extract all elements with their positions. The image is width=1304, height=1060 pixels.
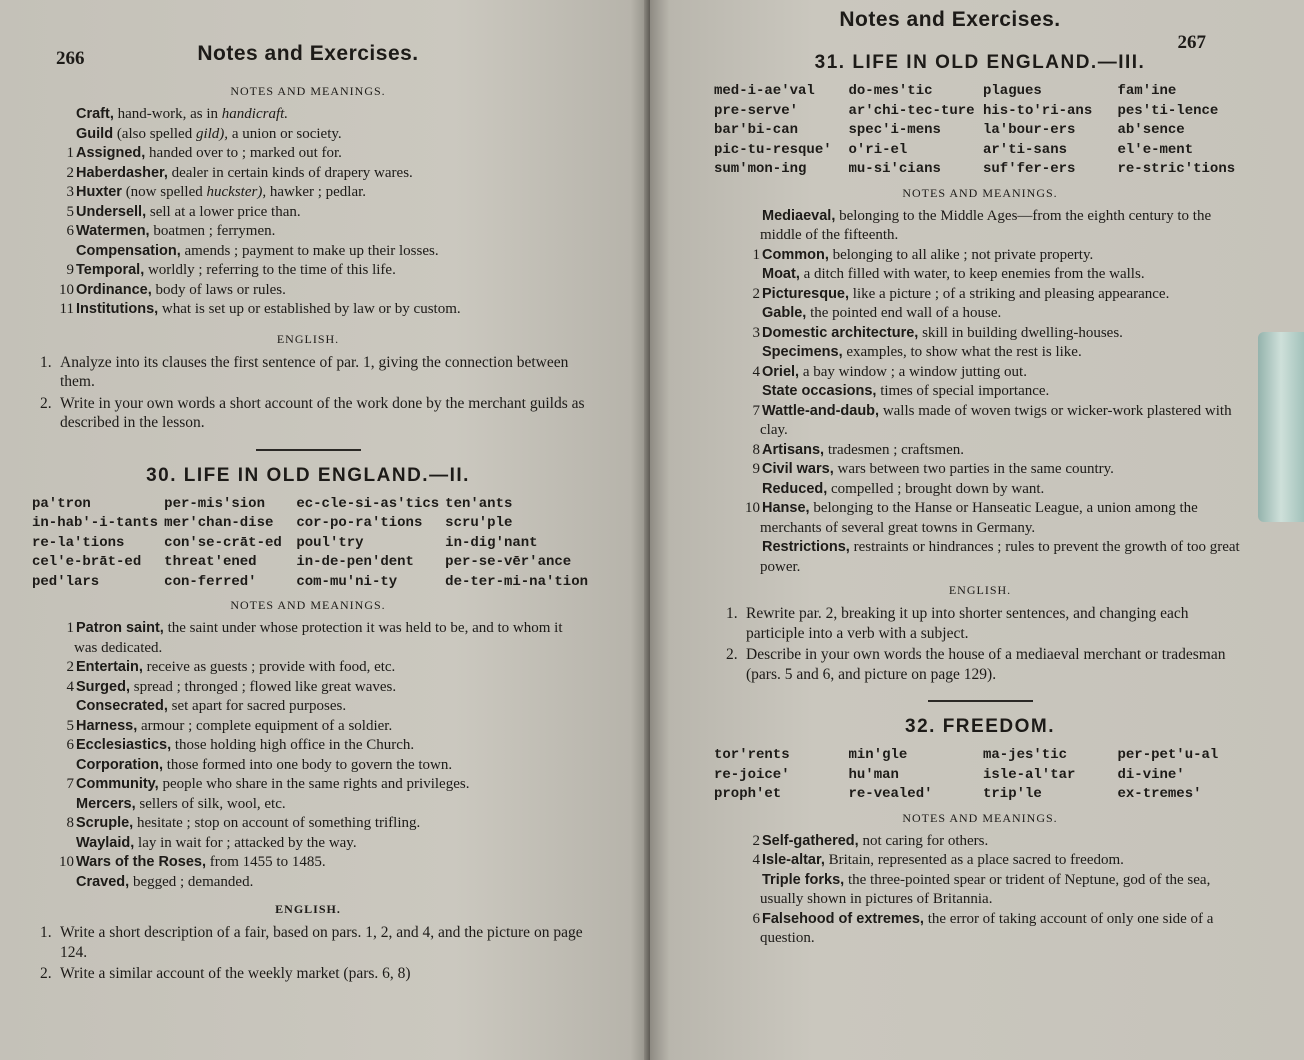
word-item: fam'ine bbox=[1117, 83, 1177, 99]
note-entry bbox=[28, 795, 588, 815]
note-entry bbox=[28, 658, 588, 678]
note-definition: what is set up or established by law or by custom. bbox=[161, 301, 461, 317]
word-item: ten'ants bbox=[445, 495, 513, 512]
note-number: 10 bbox=[745, 500, 760, 516]
note-definition: examples, to show what the rest is like. bbox=[846, 344, 1082, 360]
note-term: Picturesque, bbox=[762, 285, 850, 302]
note-term: Undersell, bbox=[76, 203, 147, 220]
note-term: Hanse, bbox=[762, 500, 810, 516]
word-list bbox=[28, 495, 588, 593]
notes-list bbox=[28, 105, 588, 320]
note-term: Artisans, bbox=[762, 441, 825, 458]
note-entry bbox=[28, 144, 588, 164]
note-entry bbox=[28, 775, 588, 795]
exercise-text: Rewrite par. 2, breaking it up into shorter sentences, and changing each participle into a verb with a subject. bbox=[746, 605, 1189, 642]
note-number: 7 bbox=[752, 402, 760, 419]
page-number: 267 bbox=[1177, 32, 1206, 53]
word-item: ar'ti-sans bbox=[983, 141, 1068, 158]
note-number: 6 bbox=[66, 737, 74, 753]
note-entry bbox=[714, 402, 1246, 441]
note-number: 4 bbox=[752, 852, 760, 868]
note-entry bbox=[714, 832, 1246, 852]
note-entry bbox=[28, 281, 588, 301]
note-term: Community, bbox=[76, 776, 159, 792]
note-term: Craft, bbox=[76, 106, 114, 122]
note-term: Ordinance, bbox=[76, 281, 152, 298]
notes-heading: NOTES AND MEANINGS. bbox=[902, 185, 1058, 200]
note-entry bbox=[714, 441, 1246, 461]
note-definition: compelled ; brought down by want. bbox=[831, 480, 1045, 497]
note-entry bbox=[28, 125, 588, 145]
exercise-text: Write a short description of a fair, based on pars. 1, 2, and 4, and the picture on page 124. bbox=[60, 924, 583, 961]
word-item: ma-jes'tic bbox=[983, 747, 1068, 763]
note-definition: wars between two parties in the same country. bbox=[837, 461, 1114, 477]
note-term: Assigned, bbox=[76, 145, 146, 161]
note-entry bbox=[714, 363, 1246, 383]
exercise-list bbox=[28, 923, 588, 984]
note-number: 1 bbox=[66, 145, 74, 161]
word-column bbox=[164, 495, 290, 593]
note-term: Compensation, bbox=[76, 242, 181, 259]
note-number: 6 bbox=[66, 223, 74, 239]
note-number: 1 bbox=[752, 246, 760, 263]
note-entry bbox=[28, 105, 588, 125]
word-item: hu'man bbox=[848, 766, 899, 783]
note-number: 5 bbox=[66, 717, 74, 734]
note-term: Mercers, bbox=[76, 795, 136, 812]
note-entry bbox=[28, 717, 588, 737]
note-definition: body of laws or rules. bbox=[155, 281, 286, 298]
note-term: Watermen, bbox=[76, 223, 150, 239]
word-item: min'gle bbox=[848, 747, 908, 763]
note-number: 10 bbox=[59, 281, 74, 298]
exercise-number: 2. bbox=[726, 646, 738, 663]
word-item: mu-si'cians bbox=[848, 161, 941, 177]
note-term: Scruple, bbox=[76, 815, 134, 831]
word-item: tor'rents bbox=[714, 747, 790, 763]
note-entry bbox=[28, 678, 588, 698]
exercise-item bbox=[714, 645, 1246, 684]
note-entry bbox=[28, 697, 588, 717]
note-number: 4 bbox=[66, 678, 74, 695]
note-definition: a bay window ; a window jutting out. bbox=[802, 363, 1027, 380]
word-item: pes'ti-lence bbox=[1117, 102, 1219, 119]
exercise-text: Describe in your own words the house of a mediaeval merchant or tradesman (pars. 5 and 6, and picture on page 129). bbox=[746, 646, 1226, 683]
word-item: in-hab'-i-tants bbox=[32, 515, 159, 531]
english-heading: ENGLISH. bbox=[275, 902, 341, 916]
word-item: spec'i-mens bbox=[848, 122, 941, 138]
note-definition: walls made of woven twigs or wicker-work plastered with clay. bbox=[760, 402, 1232, 438]
note-term: Temporal, bbox=[76, 262, 145, 278]
note-entry bbox=[28, 619, 588, 658]
word-item: com-mu'ni-ty bbox=[296, 573, 398, 590]
word-item: mer'chan-dise bbox=[164, 515, 274, 531]
section-divider bbox=[256, 449, 361, 451]
word-item: ar'chi-tec-ture bbox=[848, 102, 975, 119]
note-entry bbox=[28, 300, 588, 320]
note-definition: restraints or hindrances ; rules to prevent the growth of too great power. bbox=[760, 539, 1240, 575]
word-column bbox=[296, 495, 439, 593]
note-entry bbox=[28, 853, 588, 873]
word-item: con'se-crāt-ed bbox=[164, 534, 282, 551]
note-definition: sellers of silk, wool, etc. bbox=[139, 795, 286, 812]
note-term: Oriel, bbox=[762, 363, 800, 380]
note-number: 1 bbox=[66, 620, 74, 636]
note-definition: spread ; thronged ; flowed like great waves. bbox=[133, 678, 397, 695]
word-item: ex-tremes' bbox=[1117, 786, 1202, 802]
exercise-text: Analyze into its clauses the first sentence of par. 1, giving the connection between them. bbox=[60, 353, 569, 390]
note-definition: hesitate ; stop on account of something trifling. bbox=[136, 815, 421, 831]
note-definition: those formed into one body to govern the town. bbox=[166, 756, 453, 773]
note-term: Wars of the Roses, bbox=[76, 854, 206, 870]
note-term: Isle-altar, bbox=[762, 852, 825, 868]
word-column bbox=[714, 82, 843, 180]
exercise-number: 1. bbox=[40, 353, 52, 371]
english-heading: ENGLISH. bbox=[276, 331, 340, 346]
exercise-number: 1. bbox=[726, 605, 738, 622]
note-entry bbox=[28, 736, 588, 756]
page-number: 266 bbox=[56, 48, 85, 69]
note-definition: (now spelled bbox=[125, 184, 203, 200]
note-italic: huckster), bbox=[206, 184, 267, 200]
note-number: 2 bbox=[752, 832, 760, 849]
note-term: Gable, bbox=[762, 305, 807, 321]
note-entry bbox=[714, 871, 1246, 910]
word-list bbox=[714, 82, 1246, 180]
note-term: Reduced, bbox=[762, 480, 828, 497]
note-number: 2 bbox=[752, 285, 760, 302]
note-definition: a ditch filled with water, to keep enemies from the walls. bbox=[803, 266, 1145, 282]
word-item: cel'e-brāt-ed bbox=[32, 554, 142, 570]
note-term: Entertain, bbox=[76, 659, 143, 675]
note-entry bbox=[28, 203, 588, 223]
note-number: 9 bbox=[752, 461, 760, 477]
word-item: proph'et bbox=[714, 786, 782, 802]
note-entry bbox=[714, 480, 1246, 500]
word-item: di-vine' bbox=[1117, 766, 1185, 783]
note-term: Haberdasher, bbox=[76, 164, 168, 181]
word-item: suf'fer-ers bbox=[983, 161, 1076, 177]
note-definition-rest: a union or society. bbox=[231, 125, 342, 142]
exercise-text: Write in your own words a short account of the work done by the merchant guilds as described in the lesson. bbox=[60, 394, 585, 431]
note-entry bbox=[714, 382, 1246, 402]
word-item: pa'tron bbox=[32, 495, 91, 512]
note-entry bbox=[28, 814, 588, 834]
note-entry bbox=[714, 324, 1246, 344]
note-entry bbox=[28, 261, 588, 281]
word-item: ab'sence bbox=[1117, 122, 1185, 138]
exercise-item bbox=[28, 394, 588, 433]
note-entry bbox=[28, 183, 588, 203]
note-number: 11 bbox=[59, 301, 74, 317]
note-term: Ecclesiastics, bbox=[76, 737, 172, 753]
note-definition: handed over to ; marked out for. bbox=[149, 145, 342, 161]
note-definition: tradesmen ; craftsmen. bbox=[827, 441, 965, 458]
note-definition: the error of taking account of only one side of a question. bbox=[760, 910, 1214, 946]
running-title: Notes and Exercises. bbox=[197, 42, 419, 65]
exercise-item bbox=[714, 604, 1246, 643]
exercise-number: 2. bbox=[40, 965, 52, 982]
lesson-title: 30. LIFE IN OLD ENGLAND.—II. bbox=[146, 464, 470, 486]
note-definition-rest: hawker ; pedlar. bbox=[269, 184, 367, 200]
note-entry bbox=[28, 873, 588, 893]
exercise-number: 1. bbox=[40, 924, 52, 941]
word-item: scru'ple bbox=[445, 515, 513, 531]
note-term: Common, bbox=[762, 246, 829, 263]
note-definition: hand-work, as in bbox=[117, 106, 219, 122]
note-definition: belonging to all alike ; not private property. bbox=[832, 246, 1094, 263]
note-entry bbox=[714, 460, 1246, 480]
note-term: Civil wars, bbox=[762, 461, 834, 477]
note-term: State occasions, bbox=[762, 383, 877, 399]
note-number: 8 bbox=[66, 815, 74, 831]
note-term: Triple forks, bbox=[762, 871, 845, 888]
note-number: 2 bbox=[66, 659, 74, 675]
note-term: Wattle-and-daub, bbox=[762, 402, 880, 419]
note-definition: amends ; payment to make up their losses. bbox=[184, 242, 439, 259]
word-item: bar'bi-can bbox=[714, 122, 799, 138]
lesson-title: 32. FREEDOM. bbox=[905, 716, 1055, 737]
word-column bbox=[983, 82, 1112, 180]
right-page bbox=[650, 0, 1304, 1060]
exercise-list bbox=[714, 604, 1246, 684]
english-heading: ENGLISH. bbox=[948, 583, 1012, 597]
word-item: ec-cle-si-as'tics bbox=[296, 495, 440, 512]
word-item: la'bour-ers bbox=[983, 122, 1076, 138]
word-column bbox=[983, 746, 1112, 805]
note-entry bbox=[714, 304, 1246, 324]
note-definition: skill in building dwelling-houses. bbox=[922, 324, 1123, 341]
notes-heading: NOTES AND MEANINGS. bbox=[230, 598, 386, 612]
word-item: per-pet'u-al bbox=[1117, 747, 1219, 763]
note-definition: the saint under whose protection it was held to be, and to whom it was dedicated. bbox=[74, 620, 563, 656]
note-term: Self-gathered, bbox=[762, 832, 859, 849]
note-definition: belonging to the Hanse or Hanseatic League, a union among the merchants of several great towns in Germany. bbox=[760, 500, 1198, 536]
note-entry bbox=[714, 207, 1246, 246]
word-item: per-mis'sion bbox=[164, 495, 265, 512]
word-item: el'e-ment bbox=[1117, 141, 1194, 158]
note-term: Specimens, bbox=[762, 344, 843, 360]
notes-list bbox=[714, 207, 1246, 578]
word-item: ped'lars bbox=[32, 573, 100, 590]
note-term: Waylaid, bbox=[76, 834, 135, 851]
note-entry bbox=[28, 164, 588, 184]
word-item: pic-tu-resque' bbox=[714, 141, 832, 158]
running-title: Notes and Exercises. bbox=[839, 8, 1061, 31]
note-term: Domestic architecture, bbox=[762, 324, 919, 341]
left-page bbox=[0, 0, 650, 1060]
note-italic: gild), bbox=[195, 125, 229, 142]
note-definition: sell at a lower price than. bbox=[149, 203, 301, 220]
left-running-head bbox=[28, 42, 588, 78]
note-number: 10 bbox=[59, 854, 74, 870]
note-number: 3 bbox=[752, 324, 760, 341]
word-item: re-vealed' bbox=[848, 786, 933, 802]
notes-list bbox=[28, 619, 588, 892]
note-entry bbox=[28, 222, 588, 242]
word-item: de-ter-mi-na'tion bbox=[445, 573, 588, 590]
notes-list bbox=[714, 832, 1246, 949]
word-item: trip'le bbox=[983, 786, 1042, 802]
note-term: Craved, bbox=[76, 873, 130, 890]
word-column bbox=[32, 495, 158, 593]
note-number: 6 bbox=[752, 910, 760, 927]
note-entry bbox=[714, 343, 1246, 363]
lesson-title: 31. LIFE IN OLD ENGLAND.—III. bbox=[814, 52, 1146, 73]
note-term: Patron saint, bbox=[76, 620, 164, 636]
word-item: pre-serve' bbox=[714, 102, 799, 119]
note-term: Falsehood of extremes, bbox=[762, 910, 924, 927]
note-definition: times of special importance. bbox=[880, 383, 1050, 399]
note-number: 4 bbox=[752, 363, 760, 380]
note-number: 7 bbox=[66, 776, 74, 792]
exercise-number: 2. bbox=[40, 394, 52, 412]
word-item: con-ferred' bbox=[164, 573, 257, 590]
note-entry bbox=[714, 851, 1246, 871]
note-number: 8 bbox=[752, 441, 760, 458]
word-column bbox=[1118, 746, 1247, 805]
word-item: per-se-vēr'ance bbox=[445, 554, 572, 570]
word-column bbox=[445, 495, 588, 593]
word-column bbox=[849, 82, 978, 180]
word-column bbox=[1118, 82, 1247, 180]
word-item: in-de-pen'dent bbox=[296, 554, 414, 570]
word-item: in-dig'nant bbox=[445, 534, 538, 551]
word-item: o'ri-el bbox=[848, 141, 908, 158]
exercise-item bbox=[28, 923, 588, 962]
note-definition: worldly ; referring to the time of this life. bbox=[147, 262, 396, 278]
note-number: 9 bbox=[66, 262, 74, 278]
note-definition: people who share in the same rights and privileges. bbox=[162, 776, 470, 792]
note-definition: armour ; complete equipment of a soldier. bbox=[141, 717, 393, 734]
note-definition: the three-pointed spear or trident of Neptune, god of the sea, usually shown in pictures of Britannia. bbox=[760, 871, 1211, 907]
word-item: re-stric'tions bbox=[1117, 161, 1236, 177]
notes-heading: NOTES AND MEANINGS. bbox=[230, 84, 386, 98]
note-term: Guild bbox=[76, 125, 114, 142]
word-item: re-la'tions bbox=[32, 534, 125, 551]
note-italic: handicraft. bbox=[221, 106, 289, 122]
word-item: do-mes'tic bbox=[848, 83, 933, 99]
note-definition: begged ; demanded. bbox=[132, 873, 254, 890]
note-number: 3 bbox=[66, 184, 74, 200]
right-running-head bbox=[714, 8, 1246, 53]
word-column bbox=[714, 746, 843, 805]
note-number: 2 bbox=[66, 164, 74, 181]
note-entry bbox=[714, 265, 1246, 285]
notes-heading: NOTES AND MEANINGS. bbox=[902, 810, 1058, 825]
note-entry bbox=[714, 285, 1246, 305]
note-number: 5 bbox=[66, 203, 74, 220]
glass-reflection bbox=[1258, 332, 1304, 522]
note-entry bbox=[28, 834, 588, 854]
note-entry bbox=[714, 538, 1246, 577]
exercise-list bbox=[28, 353, 588, 433]
note-entry bbox=[28, 242, 588, 262]
note-definition: like a picture ; of a striking and pleasing appearance. bbox=[852, 285, 1170, 302]
note-definition: (also spelled bbox=[116, 125, 193, 142]
note-term: Harness, bbox=[76, 717, 138, 734]
note-definition: belonging to the Middle Ages—from the eighth century to the middle of the fifteenth. bbox=[760, 207, 1212, 243]
note-entry bbox=[28, 756, 588, 776]
word-item: re-joice' bbox=[714, 766, 790, 783]
note-term: Consecrated, bbox=[76, 698, 168, 714]
note-term: Institutions, bbox=[76, 301, 159, 317]
exercise-item bbox=[28, 964, 588, 984]
note-definition: set apart for sacred purposes. bbox=[171, 698, 347, 714]
note-definition: boatmen ; ferrymen. bbox=[153, 223, 276, 239]
note-definition: receive as guests ; provide with food, etc. bbox=[146, 659, 396, 675]
word-item: cor-po-ra'tions bbox=[296, 515, 423, 531]
note-definition: those holding high office in the Church. bbox=[174, 737, 415, 753]
note-definition: Britain, represented as a place sacred to freedom. bbox=[828, 852, 1124, 868]
word-item: med-i-ae'val bbox=[714, 83, 815, 99]
note-entry bbox=[714, 910, 1246, 949]
word-item: plagues bbox=[983, 83, 1042, 99]
exercise-text: Write a similar account of the weekly market (pars. 6, 8) bbox=[60, 965, 411, 982]
note-term: Mediaeval, bbox=[762, 207, 836, 224]
word-item: sum'mon-ing bbox=[714, 161, 807, 177]
note-term: Restrictions, bbox=[762, 539, 850, 555]
note-entry bbox=[714, 499, 1246, 538]
note-term: Moat, bbox=[762, 266, 800, 282]
word-column bbox=[849, 746, 978, 805]
note-term: Surged, bbox=[76, 678, 130, 695]
section-divider bbox=[928, 700, 1033, 702]
note-entry bbox=[714, 246, 1246, 266]
note-term: Corporation, bbox=[76, 756, 163, 773]
word-item: his-to'ri-ans bbox=[983, 102, 1093, 119]
word-list bbox=[714, 746, 1246, 805]
word-item: threat'ened bbox=[164, 554, 257, 570]
note-definition: dealer in certain kinds of drapery wares. bbox=[171, 164, 413, 181]
note-definition: from 1455 to 1485. bbox=[209, 854, 326, 870]
note-definition: the pointed end wall of a house. bbox=[810, 305, 1002, 321]
note-definition: lay in wait for ; attacked by the way. bbox=[138, 834, 357, 851]
note-definition: not caring for others. bbox=[862, 832, 989, 849]
word-item: isle-al'tar bbox=[983, 766, 1076, 783]
note-term: Huxter bbox=[76, 184, 122, 200]
word-item: poul'try bbox=[296, 534, 364, 551]
exercise-item bbox=[28, 353, 588, 392]
